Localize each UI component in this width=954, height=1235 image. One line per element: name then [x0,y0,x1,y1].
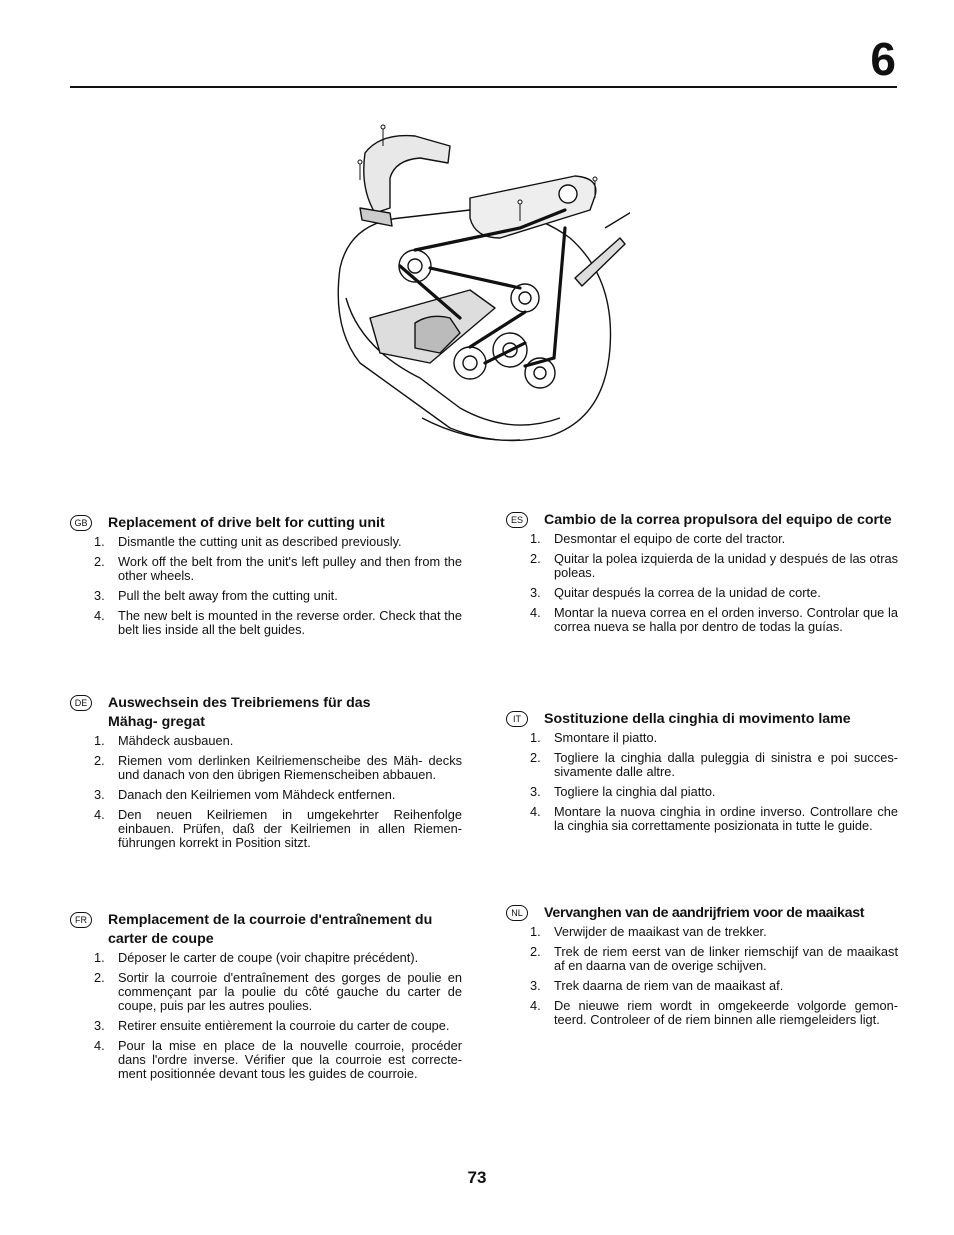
list-item: 2. Togliere la cinghia dalla puleggia di sinistra e poi succes- sivamente dalle altre. [530,750,898,779]
section-heading [506,511,898,530]
steps-list [70,734,462,850]
list-item: 2. Quitar la polea izquierda de la unidad y después de las otras poleas. [530,551,898,580]
section-heading [70,694,462,732]
steps-list [506,532,898,634]
list-item: 1. Déposer le carter de coupe (voir chapitre précédent). [94,950,419,965]
section-gb [70,514,462,643]
list-item: 1. Desmontar el equipo de corte del tractor. [530,531,786,546]
list-item: 3. Quitar después la correa de la unidad de corte. [530,585,821,600]
list-item: 3. Togliere la cinghia dal piatto. [530,784,716,799]
list-item: 2. Trek de riem eerst van de linker riemschijf van de maaikast af en daarna van de overige schijven. [530,944,898,973]
list-item: 4. Montare la nuova cinghia in ordine inverso. Controllare che la cinghia sia correttamente posizionata in tutte le guide. [530,804,898,833]
steps-list [70,535,462,637]
list-item: 1. Smontare il piatto. [530,730,658,745]
lang-badge-it: IT [506,711,528,727]
header-rule [70,86,897,88]
cutting-deck-illustration [320,118,630,448]
lang-badge-es: ES [506,512,528,528]
section-de [70,694,462,856]
page-number: 73 [467,1168,487,1187]
list-item: 4. De nieuwe riem wordt in omgekeerde volgorde gemon- teerd. Controleer of de riem binnen alle riemgeleiders ligt. [530,998,898,1027]
list-item: 4. The new belt is mounted in the reverse order. Check that the belt lies inside all the belt guides. [94,608,462,637]
section-heading [70,514,462,533]
list-item: 2. Riemen vom derlinken Keilriemenscheibe des Mäh- decks und danach von den übrigen Riemenscheiben abbauen. [94,753,462,782]
section-es [506,511,898,640]
section-fr [70,911,462,1087]
lang-badge-de: DE [70,695,92,711]
lang-badge-gb: GB [70,515,92,531]
section-title: Auswechsein des Treibriemens für das Mähag- gregat [108,695,371,730]
list-item: 3. Pull the belt away from the cutting unit. [94,588,338,603]
list-item: 1. Dismantle the cutting unit as described previously. [94,534,402,549]
section-title: Vervanghen van de aandrijfriem voor de maaikast [544,905,865,921]
chapter-number: 6 [870,33,896,85]
lang-badge-fr: FR [70,912,92,928]
section-heading [506,904,898,923]
steps-list [506,731,898,833]
section-heading [506,710,898,729]
section-title: Cambio de la correa propulsora del equipo de corte [544,512,892,528]
section-title: Replacement of drive belt for cutting unit [108,515,385,531]
list-item: 3. Trek daarna de riem van de maaikast af. [530,978,784,993]
section-title: Sostituzione della cinghia di movimento lame [544,711,851,727]
list-item: 3. Retirer ensuite entièrement la courroie du carter de coupe. [94,1018,450,1033]
section-heading [70,911,462,949]
list-item: 2. Sortir la courroie d'entraînement des gorges de poulie en commençant par la poulie du côté gauche du carter de coupe, puis par les autres poulies. [94,970,462,1013]
section-it [506,710,898,839]
list-item: 3. Danach den Keilriemen vom Mähdeck entfernen. [94,787,396,802]
list-item: 4. Montar la nueva correa en el orden inverso. Controlar que la correa nueva se halla por dentro de todas la guías. [530,605,898,634]
list-item: 1. Mähdeck ausbauen. [94,733,234,748]
lang-badge-nl: NL [506,905,528,921]
list-item: 2. Work off the belt from the unit's left pulley and then from the other wheels. [94,554,462,583]
list-item: 4. Pour la mise en place de la nouvelle courroie, procéder dans l'ordre inverse. Vérifier que la courroie est correcte- ment positionnée devant tous les guides de courroie. [94,1038,462,1081]
section-title: Remplacement de la courroie d'entraînement du carter de coupe [108,912,433,947]
steps-list [506,925,898,1027]
section-nl [506,904,898,1033]
list-item: 4. Den neuen Keilriemen in umgekehrter Reihenfolge einbauen. Prüfen, daß der Keilriemen in allen Riemen- führungen korrekt in Position sitzt. [94,807,462,850]
steps-list [70,951,462,1081]
list-item: 1. Verwijder de maaikast van de trekker. [530,924,767,939]
